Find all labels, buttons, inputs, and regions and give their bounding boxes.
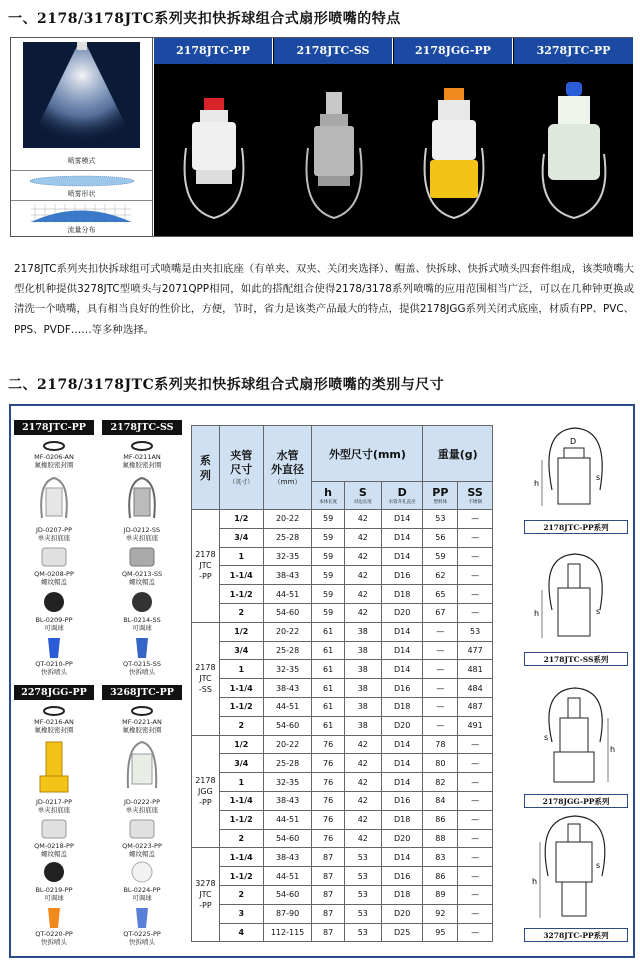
table-cell: D14 (381, 754, 423, 773)
table-cell: 1/2 (219, 622, 263, 641)
table-cell: 38-43 (263, 566, 312, 585)
table-cell: D18 (381, 697, 423, 716)
table-cell: 25-28 (263, 528, 312, 547)
part-label: BL-0209-PP 可调球 (35, 616, 73, 632)
table-cell: D20 (381, 603, 423, 622)
header-ss: SS 不锈钢 (458, 482, 493, 510)
table-cell: 84 (423, 791, 458, 810)
table-cell: — (458, 848, 493, 867)
table-cell: 67 (423, 603, 458, 622)
table-cell: — (458, 923, 493, 942)
table-cell: 42 (344, 791, 381, 810)
nozzle-photo-3278jtc-pp (534, 68, 614, 233)
table-cell: — (423, 622, 458, 641)
dimension-drawing-2178jtc-ss (530, 550, 620, 650)
part-label: QT-0210-PP 快拆喷头 (35, 660, 73, 676)
table-cell: — (458, 510, 493, 529)
table-cell: 53 (344, 867, 381, 886)
table-cell: — (458, 773, 493, 792)
cap-icon (128, 818, 156, 840)
table-cell: — (423, 679, 458, 698)
series-cell: 2178 JGG -PP (192, 735, 220, 848)
part-label: BL-0224-PP 可调球 (123, 886, 161, 902)
table-cell: — (458, 547, 493, 566)
nozzle-photo-2178jtc-pp (174, 68, 254, 233)
part-label: MF-0221-AN 氟橡胶密封圈 (122, 718, 162, 734)
feature-panel (10, 37, 633, 237)
table-cell: D16 (381, 867, 423, 886)
table-cell: 89 (423, 885, 458, 904)
table-cell: 42 (344, 510, 381, 529)
ball-icon (42, 860, 66, 884)
model-header-3: 2178JGG-PP (394, 38, 513, 64)
part-label: JD-0217-PP 单夹扣底座 (36, 798, 72, 814)
table-cell: D14 (381, 848, 423, 867)
table-cell: 32-35 (263, 660, 312, 679)
diagram-label-1: 2178JTC-PP系列 (524, 520, 628, 534)
table-row (192, 885, 493, 904)
table-cell: D18 (381, 810, 423, 829)
cap-icon (40, 546, 68, 568)
table-cell: D14 (381, 660, 423, 679)
table-cell: 80 (423, 754, 458, 773)
part-label: MF-0206-AN 氟橡胶密封圈 (34, 453, 74, 469)
table-row (192, 660, 493, 679)
parts-group-title-3: 2278JGG-PP (14, 685, 94, 700)
table-cell: 76 (312, 773, 344, 792)
table-cell: 484 (458, 679, 493, 698)
table-cell: 59 (312, 510, 344, 529)
table-row (192, 697, 493, 716)
table-cell: 487 (458, 697, 493, 716)
model-photos (154, 38, 633, 236)
table-row (192, 679, 493, 698)
spray-mode-image (11, 38, 152, 153)
table-cell: 76 (312, 829, 344, 848)
part-label: MF-0211AN 氟橡胶密封圈 (122, 453, 162, 469)
table-row (192, 791, 493, 810)
table-cell: 76 (312, 754, 344, 773)
section1-title: 一、2178/3178JTC系列夹扣快拆球组合式扇形喷嘴的特点 (8, 11, 401, 27)
table-cell: 38 (344, 622, 381, 641)
table-cell: 87 (312, 885, 344, 904)
table-cell: 44-51 (263, 867, 312, 886)
table-cell: 82 (423, 773, 458, 792)
dimension-drawing-3278jtc-pp (530, 812, 620, 930)
tip-icon (44, 906, 64, 930)
part-label: QM-0208-PP 螺纹帽盖 (34, 570, 74, 586)
header-h: h 本体长度 (312, 482, 344, 510)
tip-icon (44, 636, 64, 660)
table-cell: 76 (312, 735, 344, 754)
table-cell: D14 (381, 510, 423, 529)
table-cell: 86 (423, 810, 458, 829)
table-cell: — (423, 660, 458, 679)
table-cell: D14 (381, 547, 423, 566)
table-cell: 3/4 (219, 528, 263, 547)
table-row (192, 810, 493, 829)
table-cell: 59 (312, 528, 344, 547)
table-cell: 38 (344, 660, 381, 679)
table-row (192, 603, 493, 622)
svg-text:s: s (544, 733, 549, 742)
table-cell: 59 (312, 585, 344, 604)
table-cell: D14 (381, 773, 423, 792)
parts-group-title-4: 3268JTC-PP (102, 685, 182, 700)
table-row (192, 735, 493, 754)
clamp-base-icon (124, 738, 160, 796)
table-row (192, 641, 493, 660)
series-cell: 2178 JTC -SS (192, 622, 220, 735)
ball-icon (130, 860, 154, 884)
header-pipe-size: 夹管 尺寸 （英寸） (219, 426, 263, 510)
table-cell: 1-1/4 (219, 791, 263, 810)
seal-ring-icon (42, 705, 66, 717)
table-cell: 42 (344, 754, 381, 773)
table-row (192, 566, 493, 585)
table-cell: 38-43 (263, 679, 312, 698)
table-cell: 59 (312, 547, 344, 566)
parts-column (14, 420, 184, 950)
table-cell: D16 (381, 679, 423, 698)
table-cell: 87 (312, 904, 344, 923)
part-label: BL-0219-PP 可调球 (35, 886, 73, 902)
header-outer-diameter: 水管 外直径 （mm） (263, 426, 312, 510)
table-cell: 42 (344, 735, 381, 754)
table-cell: D20 (381, 829, 423, 848)
table-cell: D14 (381, 528, 423, 547)
table-cell: 491 (458, 716, 493, 735)
table-cell: 86 (423, 867, 458, 886)
table-row (192, 923, 493, 942)
nozzle-photo-2178jtc-ss (294, 68, 374, 233)
svg-text:s: s (596, 607, 601, 616)
table-cell: 61 (312, 716, 344, 735)
spec-table (191, 425, 493, 942)
table-cell: 61 (312, 641, 344, 660)
spray-shape-cell (11, 171, 152, 201)
parts-group-title-1: 2178JTC-PP (14, 420, 94, 435)
clamp-base-icon (36, 738, 72, 796)
model-header-2: 2178JTC-SS (274, 38, 393, 64)
table-cell: 42 (344, 603, 381, 622)
spray-mode-label: 喷雾模式 (67, 157, 96, 165)
table-cell: D18 (381, 885, 423, 904)
table-cell: 62 (423, 566, 458, 585)
dimension-drawing-2178jtc-pp (530, 420, 620, 520)
table-cell: 38-43 (263, 791, 312, 810)
header-d: D 水管开孔直径 (381, 482, 423, 510)
table-cell: D14 (381, 641, 423, 660)
table-cell: 1/2 (219, 510, 263, 529)
part-label: QT-0215-SS 快拆喷头 (123, 660, 161, 676)
part-label: BL-0214-SS 可调球 (123, 616, 161, 632)
table-cell: 95 (423, 923, 458, 942)
spray-pattern-column (11, 38, 153, 236)
part-label: QT-0220-PP 快拆喷头 (35, 930, 73, 946)
table-row (192, 904, 493, 923)
table-cell: 87-90 (263, 904, 312, 923)
table-cell: 53 (458, 622, 493, 641)
table-row (192, 528, 493, 547)
part-label: MF-0216-AN 氟橡胶密封圈 (34, 718, 74, 734)
table-cell: 87 (312, 848, 344, 867)
spray-mode-cell (11, 38, 152, 171)
table-cell: D16 (381, 566, 423, 585)
table-cell: D18 (381, 585, 423, 604)
table-cell: — (458, 754, 493, 773)
table-cell: 38 (344, 679, 381, 698)
table-cell: 20-22 (263, 735, 312, 754)
flow-distribution-image (11, 201, 152, 225)
table-row (192, 585, 493, 604)
table-cell: 42 (344, 773, 381, 792)
table-cell: 54-60 (263, 885, 312, 904)
svg-text:h: h (534, 609, 540, 618)
table-cell: 61 (312, 622, 344, 641)
clamp-base-icon (124, 474, 160, 524)
cap-icon (128, 546, 156, 568)
table-cell: 38-43 (263, 848, 312, 867)
table-cell: 112-115 (263, 923, 312, 942)
tip-icon (132, 636, 152, 660)
table-cell: 1-1/4 (219, 848, 263, 867)
header-weight: 重量(g) (423, 426, 493, 482)
table-cell: 481 (458, 660, 493, 679)
spray-shape-image (11, 171, 152, 189)
table-cell: 53 (423, 510, 458, 529)
table-cell: — (458, 810, 493, 829)
table-cell: D20 (381, 716, 423, 735)
svg-text:s: s (596, 861, 601, 870)
seal-ring-icon (130, 705, 154, 717)
table-cell: 2 (219, 885, 263, 904)
cap-icon (40, 818, 68, 840)
part-label: JD-0222-PP 单夹扣底座 (124, 798, 160, 814)
table-row (192, 547, 493, 566)
table-cell: — (458, 885, 493, 904)
table-cell: 4 (219, 923, 263, 942)
model-header-4: 3278JTC-PP (514, 38, 633, 64)
table-cell: 87 (312, 923, 344, 942)
table-cell: 59 (312, 603, 344, 622)
table-cell: 1-1/2 (219, 585, 263, 604)
parts-group-title-2: 2178JTC-SS (102, 420, 182, 435)
flow-distribution-label: 流量分布 (67, 226, 96, 234)
table-cell: 1 (219, 660, 263, 679)
table-cell: 42 (344, 810, 381, 829)
table-cell: 3/4 (219, 641, 263, 660)
nozzle-photo-2178jgg-pp (414, 68, 494, 233)
table-cell: 38 (344, 641, 381, 660)
table-row (192, 622, 493, 641)
diagram-label-3: 2178JGG-PP系列 (524, 794, 628, 808)
table-cell: — (458, 528, 493, 547)
header-pp: PP 塑料体 (423, 482, 458, 510)
part-label: QT-0225-PP 快拆喷头 (123, 930, 161, 946)
description-paragraph: 2178JTC系列夹扣快拆球组可式喷嘴是由夹扣底座（有单夹、双夹、关闭夹选择）、帽盖、快拆球、快拆式喷头四套件组成，该类喷嘴大型化机种提供3278JTC型喷头与2071QPP相同，如此的搭配组合使得2178/3178系列喷嘴的应用范围相当广泛，可以在几种钟更换或清洗一个喷嘴，具有相当良好的性价比，方便，节时，省力是该类产品最大的特点，提供2178JGG系列关闭式底座，材质有PP、PVC、PPS、PVDF……等多种选择。 (14, 263, 634, 336)
table-cell: 1-1/2 (219, 697, 263, 716)
table-row (192, 848, 493, 867)
table-cell: 1/2 (219, 735, 263, 754)
table-cell: 1-1/4 (219, 566, 263, 585)
table-cell: 3/4 (219, 754, 263, 773)
table-cell: 32-35 (263, 773, 312, 792)
svg-text:h: h (534, 479, 540, 488)
table-cell: 42 (344, 585, 381, 604)
table-cell: — (458, 585, 493, 604)
table-cell: — (458, 904, 493, 923)
table-row (192, 754, 493, 773)
dimension-diagrams (520, 420, 630, 950)
table-cell: 76 (312, 810, 344, 829)
table-cell: D14 (381, 735, 423, 754)
table-cell: 59 (312, 566, 344, 585)
table-cell: 2 (219, 829, 263, 848)
table-cell: 477 (458, 641, 493, 660)
part-label: QM-0213-SS 螺纹帽盖 (121, 570, 163, 586)
table-cell: 42 (344, 829, 381, 848)
table-cell: 42 (344, 566, 381, 585)
table-cell: 44-51 (263, 697, 312, 716)
svg-text:h: h (610, 745, 616, 754)
header-series: 系 列 (192, 426, 220, 510)
table-cell: 53 (344, 923, 381, 942)
header-s: S 对边长度 (344, 482, 381, 510)
table-cell: 44-51 (263, 810, 312, 829)
dimension-drawing-2178jgg-pp (530, 682, 620, 792)
section2-title: 二、2178/3178JTC系列夹扣快拆球组合式扇形喷嘴的类别与尺寸 (8, 377, 445, 393)
table-cell: 2 (219, 603, 263, 622)
table-cell: D14 (381, 622, 423, 641)
ball-icon (42, 590, 66, 614)
series-cell: 3278 JTC -PP (192, 848, 220, 942)
tip-icon (132, 906, 152, 930)
diagram-label-2: 2178JTC-SS系列 (524, 652, 628, 666)
header-dimensions: 外型尺寸(mm) (312, 426, 423, 482)
model-header-1: 2178JTC-PP (154, 38, 273, 64)
table-cell: 53 (344, 848, 381, 867)
table-cell: 1-1/2 (219, 810, 263, 829)
table-cell: 2 (219, 716, 263, 735)
table-cell: D20 (381, 904, 423, 923)
table-cell: 87 (312, 867, 344, 886)
table-cell: 54-60 (263, 829, 312, 848)
table-cell: 1-1/2 (219, 867, 263, 886)
diagram-label-4: 3278JTC-PP系列 (524, 928, 628, 942)
table-cell: — (458, 566, 493, 585)
table-cell: 54-60 (263, 603, 312, 622)
table-cell: 1 (219, 773, 263, 792)
table-cell: — (423, 716, 458, 735)
svg-text:D: D (570, 437, 577, 446)
table-row (192, 829, 493, 848)
table-cell: 53 (344, 885, 381, 904)
table-row (192, 867, 493, 886)
table-cell: 56 (423, 528, 458, 547)
table-cell: 38 (344, 716, 381, 735)
table-row (192, 773, 493, 792)
ball-icon (130, 590, 154, 614)
table-cell: 44-51 (263, 585, 312, 604)
table-cell: D25 (381, 923, 423, 942)
seal-ring-icon (130, 440, 154, 452)
part-label: JD-0212-SS 单夹扣底座 (123, 526, 161, 542)
table-cell: 20-22 (263, 622, 312, 641)
table-cell: 59 (423, 547, 458, 566)
table-cell: 32-35 (263, 547, 312, 566)
part-label: QM-0223-PP 螺纹帽盖 (122, 842, 162, 858)
table-cell: 38 (344, 697, 381, 716)
table-cell: 53 (344, 904, 381, 923)
table-cell: — (458, 791, 493, 810)
series-cell: 2178 JTC -PP (192, 510, 220, 623)
table-cell: 42 (344, 547, 381, 566)
table-cell: 83 (423, 848, 458, 867)
svg-text:s: s (596, 473, 601, 482)
table-cell: 88 (423, 829, 458, 848)
table-cell: — (458, 603, 493, 622)
table-cell: D16 (381, 791, 423, 810)
table-cell: 3 (219, 904, 263, 923)
table-cell: 1 (219, 547, 263, 566)
table-cell: 25-28 (263, 641, 312, 660)
table-cell: — (458, 867, 493, 886)
table-cell: 20-22 (263, 510, 312, 529)
table-cell: — (458, 735, 493, 754)
seal-ring-icon (42, 440, 66, 452)
table-cell: 76 (312, 791, 344, 810)
table-cell: 61 (312, 679, 344, 698)
table-cell: 65 (423, 585, 458, 604)
part-label: JD-0207-PP 单夹扣底座 (36, 526, 72, 542)
table-row (192, 510, 493, 529)
table-cell: 42 (344, 528, 381, 547)
table-cell: 92 (423, 904, 458, 923)
table-cell: — (458, 829, 493, 848)
spray-shape-label: 喷雾形状 (67, 190, 96, 198)
table-cell: 1-1/4 (219, 679, 263, 698)
table-cell: — (423, 641, 458, 660)
table-cell: 61 (312, 660, 344, 679)
table-cell: 78 (423, 735, 458, 754)
svg-text:h: h (532, 877, 538, 886)
flow-distribution-cell (11, 201, 152, 236)
table-cell: — (423, 697, 458, 716)
table-cell: 25-28 (263, 754, 312, 773)
table-cell: 61 (312, 697, 344, 716)
part-label: QM-0218-PP 螺纹帽盖 (34, 842, 74, 858)
table-cell: 54-60 (263, 716, 312, 735)
clamp-base-icon (36, 474, 72, 524)
table-row (192, 716, 493, 735)
